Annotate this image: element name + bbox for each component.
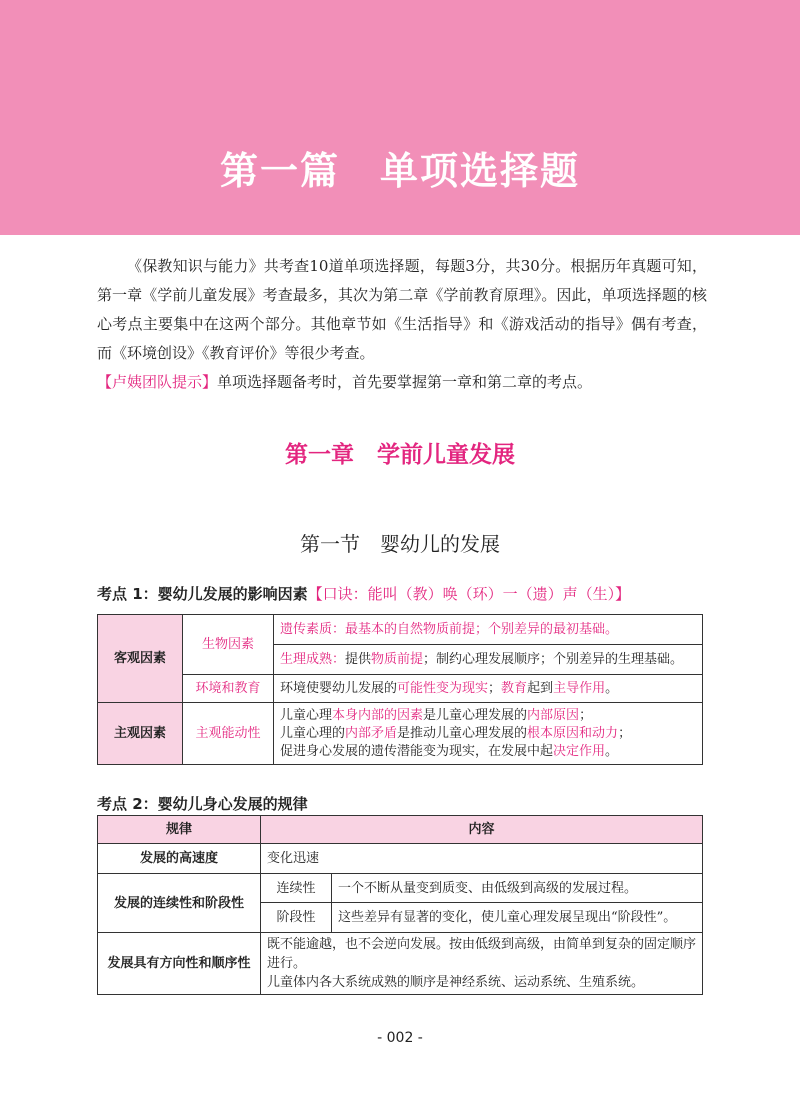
law-speed: 发展的高速度 (98, 844, 261, 874)
law-continuity: 发展的连续性和阶段性 (98, 874, 261, 933)
maturation-hl: 物质前提 (371, 651, 424, 667)
page-number: - 002 - (377, 1030, 423, 1046)
env-hl3: 主导作用 (553, 680, 606, 696)
table-row (98, 675, 703, 703)
agency-line-3 (280, 743, 696, 761)
ag-l2-hl2: 根本原因和动力 (527, 725, 619, 741)
tip-text: 单项选择题备考时，首先要掌握第一章和第二章的考点。 (217, 373, 593, 391)
kp1-heading (97, 583, 630, 604)
kp2-title: 考点 2：婴幼儿身心发展的规律 (97, 795, 308, 813)
env-hl2: 教育 (501, 680, 528, 696)
ag-l2-post: ； (618, 725, 632, 741)
table-row (98, 844, 703, 874)
kp1-title: 考点 1：婴幼儿发展的影响因素 (97, 585, 308, 603)
law-speed-content: 变化迅速 (261, 844, 703, 874)
direction-line-1: 既不能逾越，也不会逆向发展。按由低级到高级，由简单到复杂的固定顺序进行。 (267, 937, 697, 971)
env-cell (274, 675, 703, 703)
ag-l1-pre: 儿童心理 (280, 707, 333, 723)
law-direction: 发展具有方向性和顺序性 (98, 933, 261, 995)
team-tip (97, 368, 707, 397)
agency-line-2 (280, 725, 696, 743)
env-pre: 环境使婴幼儿发展的 (280, 680, 398, 696)
stage-label: 阶段性 (261, 903, 332, 933)
section-title: 第一节 婴幼儿的发展 (300, 532, 500, 556)
heredity-term: 遗传素质： (280, 621, 346, 637)
env-post: 。 (605, 680, 619, 696)
agency-text-cell (274, 703, 703, 765)
subjective-factor-cell: 主观因素 (98, 703, 183, 765)
kp1-mnemonic: 【口诀：能叫（教）唤（环）一（遗）声（生）】 (307, 585, 631, 603)
intro-text (97, 252, 707, 397)
table-row (98, 703, 703, 765)
ag-l2-hl1: 内部矛盾 (345, 725, 398, 741)
laws-table (97, 815, 703, 995)
part-title: 第一篇 单项选择题 (219, 149, 580, 193)
objective-factor-cell: 客观因素 (98, 615, 183, 703)
ag-l2-mid: 是推动儿童心理发展的 (397, 725, 528, 741)
ag-l2-pre: 儿童心理的 (280, 725, 346, 741)
chapter-title: 第一章 学前儿童发展 (285, 442, 515, 468)
ag-l1-hl1: 本身内部的因素 (332, 707, 424, 723)
heredity-cell (274, 615, 703, 645)
env-mid1: ； (488, 680, 502, 696)
ag-l1-hl2: 内部原因 (527, 707, 580, 723)
direction-line-2: 儿童体内各大系统成熟的顺序是神经系统、运动系统、生殖系统。 (267, 975, 645, 990)
maturation-term: 生理成熟： (280, 651, 346, 667)
continuity-label: 连续性 (261, 874, 332, 903)
tip-label: 【卢姨团队提示】 (97, 373, 218, 391)
ag-l3-pre: 促进身心发展的遗传潜能变为现实，在发展中起 (280, 743, 554, 759)
env-hl1: 可能性变为现实 (397, 680, 489, 696)
maturation-cell (274, 645, 703, 675)
agency-cell: 主观能动性 (183, 703, 274, 765)
maturation-pre: 提供 (345, 651, 372, 667)
env-factor-cell: 环境和教育 (183, 675, 274, 703)
ag-l3-post: 。 (605, 743, 619, 759)
ag-l1-mid: 是儿童心理发展的 (423, 707, 528, 723)
env-mid2: 起到 (527, 680, 554, 696)
ag-l3-hl: 决定作用 (553, 743, 606, 759)
table-row (98, 933, 703, 995)
bio-factor-cell: 生物因素 (183, 615, 274, 675)
stage-content: 这些差异有显著的变化，使儿童心理发展呈现出“阶段性”。 (332, 903, 703, 933)
table-header-row (98, 816, 703, 844)
heredity-text: 最基本的自然物质前提；个别差异的最初基础。 (345, 621, 619, 637)
agency-line-1 (280, 707, 696, 725)
factors-table (97, 614, 703, 765)
maturation-post: ；制约心理发展顺序；个别差异的生理基础。 (423, 651, 684, 667)
ag-l1-post: ； (579, 707, 593, 723)
chapter-banner (0, 0, 800, 235)
table-row (98, 874, 703, 903)
table-row (98, 615, 703, 645)
continuity-content: 一个不断从量变到质变、由低级到高级的发展过程。 (332, 874, 703, 903)
direction-content (261, 933, 703, 995)
intro-paragraph: 《保教知识与能力》共考查10道单项选择题，每题3分，共30分。根据历年真题可知，第一章《学前儿童发展》考查最多，其次为第二章《学前教育原理》。因此，单项选择题的核心考点主要集中在这两个部分。其他章节如《生活指导》和《游戏活动的指导》偶有考查，而《环境创设》《教育评价》等很少考查。 (97, 257, 707, 362)
header-law: 规律 (98, 816, 261, 844)
kp2-heading (97, 793, 308, 814)
header-content: 内容 (261, 816, 703, 844)
